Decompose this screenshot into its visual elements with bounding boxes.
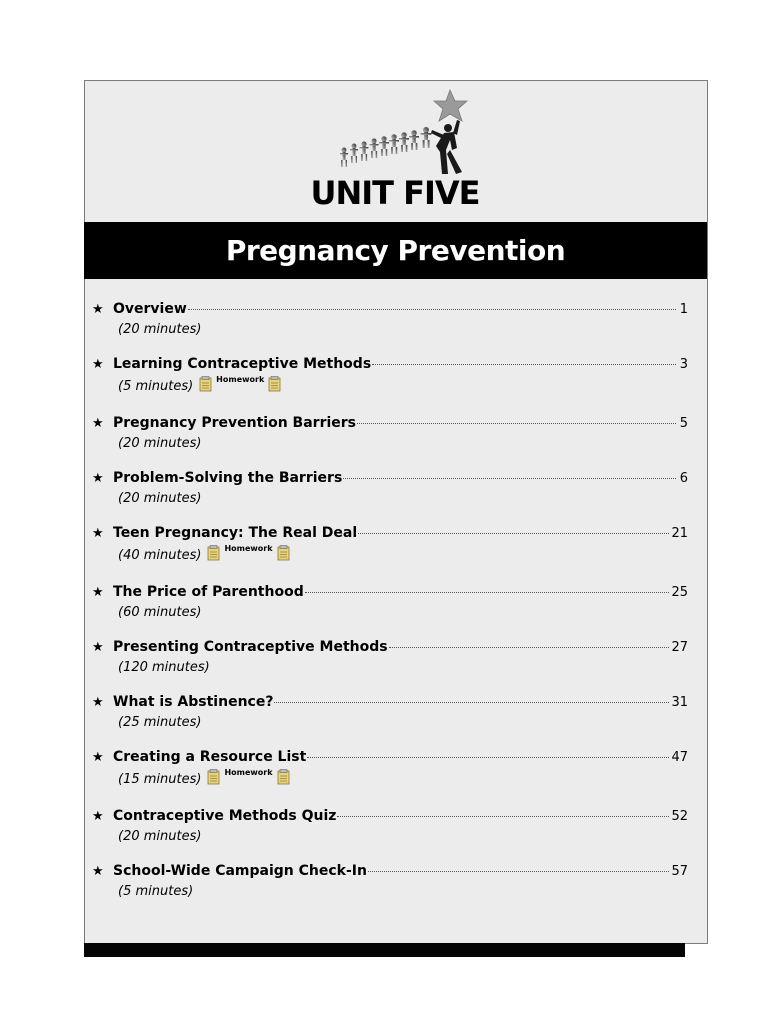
toc-item-duration: (20 minutes): [118, 829, 202, 844]
toc-item-page: 3: [679, 357, 688, 372]
toc-item-duration: (25 minutes): [118, 715, 202, 730]
toc-item-title: School-Wide Campaign Check-In: [113, 863, 367, 879]
toc-item-page: 1: [679, 302, 688, 317]
star-bullet-icon: ★: [92, 695, 104, 710]
homework-notepad-icon: [207, 769, 220, 785]
toc-item-title: Pregnancy Prevention Barriers: [113, 415, 357, 431]
dot-leader: [343, 477, 676, 479]
section-title: Pregnancy Prevention: [225, 234, 566, 267]
toc-item-page: 27: [671, 640, 688, 655]
toc-item-creating-a-resource-list[interactable]: [92, 748, 688, 789]
toc-item-title: Presenting Contraceptive Methods: [113, 639, 388, 655]
toc-item-title: Teen Pregnancy: The Real Deal: [113, 525, 358, 541]
toc-item-title: Learning Contraceptive Methods: [113, 356, 372, 372]
homework-badge: [199, 376, 281, 392]
homework-badge: [207, 769, 289, 785]
homework-label: Homework: [216, 375, 265, 384]
toc-item-what-is-abstinence[interactable]: [92, 693, 688, 732]
star-bullet-icon: ★: [92, 302, 104, 317]
section-title-band: [84, 222, 707, 279]
toc-item-teen-pregnancy-the-real-deal[interactable]: [92, 524, 688, 565]
homework-badge: [207, 545, 289, 561]
dot-leader: [337, 815, 669, 817]
toc-item-duration: (40 minutes): [118, 548, 202, 563]
dot-leader: [305, 591, 670, 593]
star-bullet-icon: ★: [92, 585, 104, 600]
dot-leader: [357, 422, 676, 424]
homework-label: Homework: [224, 544, 273, 553]
toc-item-duration: (5 minutes): [118, 884, 194, 899]
star-bullet-icon: ★: [92, 526, 104, 541]
star-bullet-icon: ★: [92, 750, 104, 765]
toc-item-title: Contraceptive Methods Quiz: [113, 808, 337, 824]
toc-item-pregnancy-prevention-barriers[interactable]: [92, 414, 688, 453]
toc-item-page: 52: [671, 809, 688, 824]
toc-item-page: 57: [671, 864, 688, 879]
homework-notepad-icon: [277, 769, 290, 785]
star-bullet-icon: ★: [92, 416, 104, 431]
toc-item-the-price-of-parenthood[interactable]: [92, 583, 688, 622]
homework-label: Homework: [224, 768, 273, 777]
star-bullet-icon: ★: [92, 357, 104, 372]
dot-leader: [188, 308, 676, 310]
dot-leader: [372, 363, 676, 365]
toc-item-duration: (120 minutes): [118, 660, 210, 675]
toc-item-overview[interactable]: [92, 300, 688, 339]
star-bullet-icon: ★: [92, 640, 104, 655]
dot-leader: [389, 646, 670, 648]
toc-item-duration: (20 minutes): [118, 436, 202, 451]
toc-item-title: Creating a Resource List: [113, 749, 307, 765]
homework-notepad-icon: [277, 545, 290, 561]
toc-item-title: What is Abstinence?: [113, 694, 274, 710]
toc-item-duration: (20 minutes): [118, 491, 202, 506]
homework-notepad-icon: [268, 376, 281, 392]
toc-item-duration: (60 minutes): [118, 605, 202, 620]
toc-item-learning-contraceptive-methods[interactable]: [92, 355, 688, 396]
toc-item-title: Problem-Solving the Barriers: [113, 470, 343, 486]
toc-item-presenting-contraceptive-methods[interactable]: [92, 638, 688, 677]
toc-item-page: 5: [679, 416, 688, 431]
toc-item-contraceptive-methods-quiz[interactable]: [92, 807, 688, 846]
toc-item-page: 31: [671, 695, 688, 710]
star-bullet-icon: ★: [92, 864, 104, 879]
star-bullet-icon: ★: [92, 809, 104, 824]
homework-notepad-icon: [199, 376, 212, 392]
toc-item-page: 21: [671, 526, 688, 541]
dot-leader: [274, 701, 669, 703]
toc-item-duration: (20 minutes): [118, 322, 202, 337]
page-shadow: [84, 943, 685, 957]
dot-leader: [358, 532, 669, 534]
toc-item-page: 6: [679, 471, 688, 486]
homework-notepad-icon: [207, 545, 220, 561]
toc-item-problem-solving-the-barriers[interactable]: [92, 469, 688, 508]
toc-item-duration: (15 minutes): [118, 772, 202, 787]
toc-item-page: 25: [671, 585, 688, 600]
unit-logo-figures-star-icon: [336, 88, 472, 180]
star-bullet-icon: ★: [92, 471, 104, 486]
toc-item-title: Overview: [113, 301, 187, 317]
toc-item-page: 47: [671, 750, 688, 765]
unit-title: UNIT FIVE: [310, 174, 480, 212]
dot-leader: [368, 870, 669, 872]
dot-leader: [307, 756, 669, 758]
toc-item-school-wide-campaign-check-in[interactable]: [92, 862, 688, 901]
toc-item-title: The Price of Parenthood: [113, 584, 304, 600]
toc-item-duration: (5 minutes): [118, 379, 194, 394]
